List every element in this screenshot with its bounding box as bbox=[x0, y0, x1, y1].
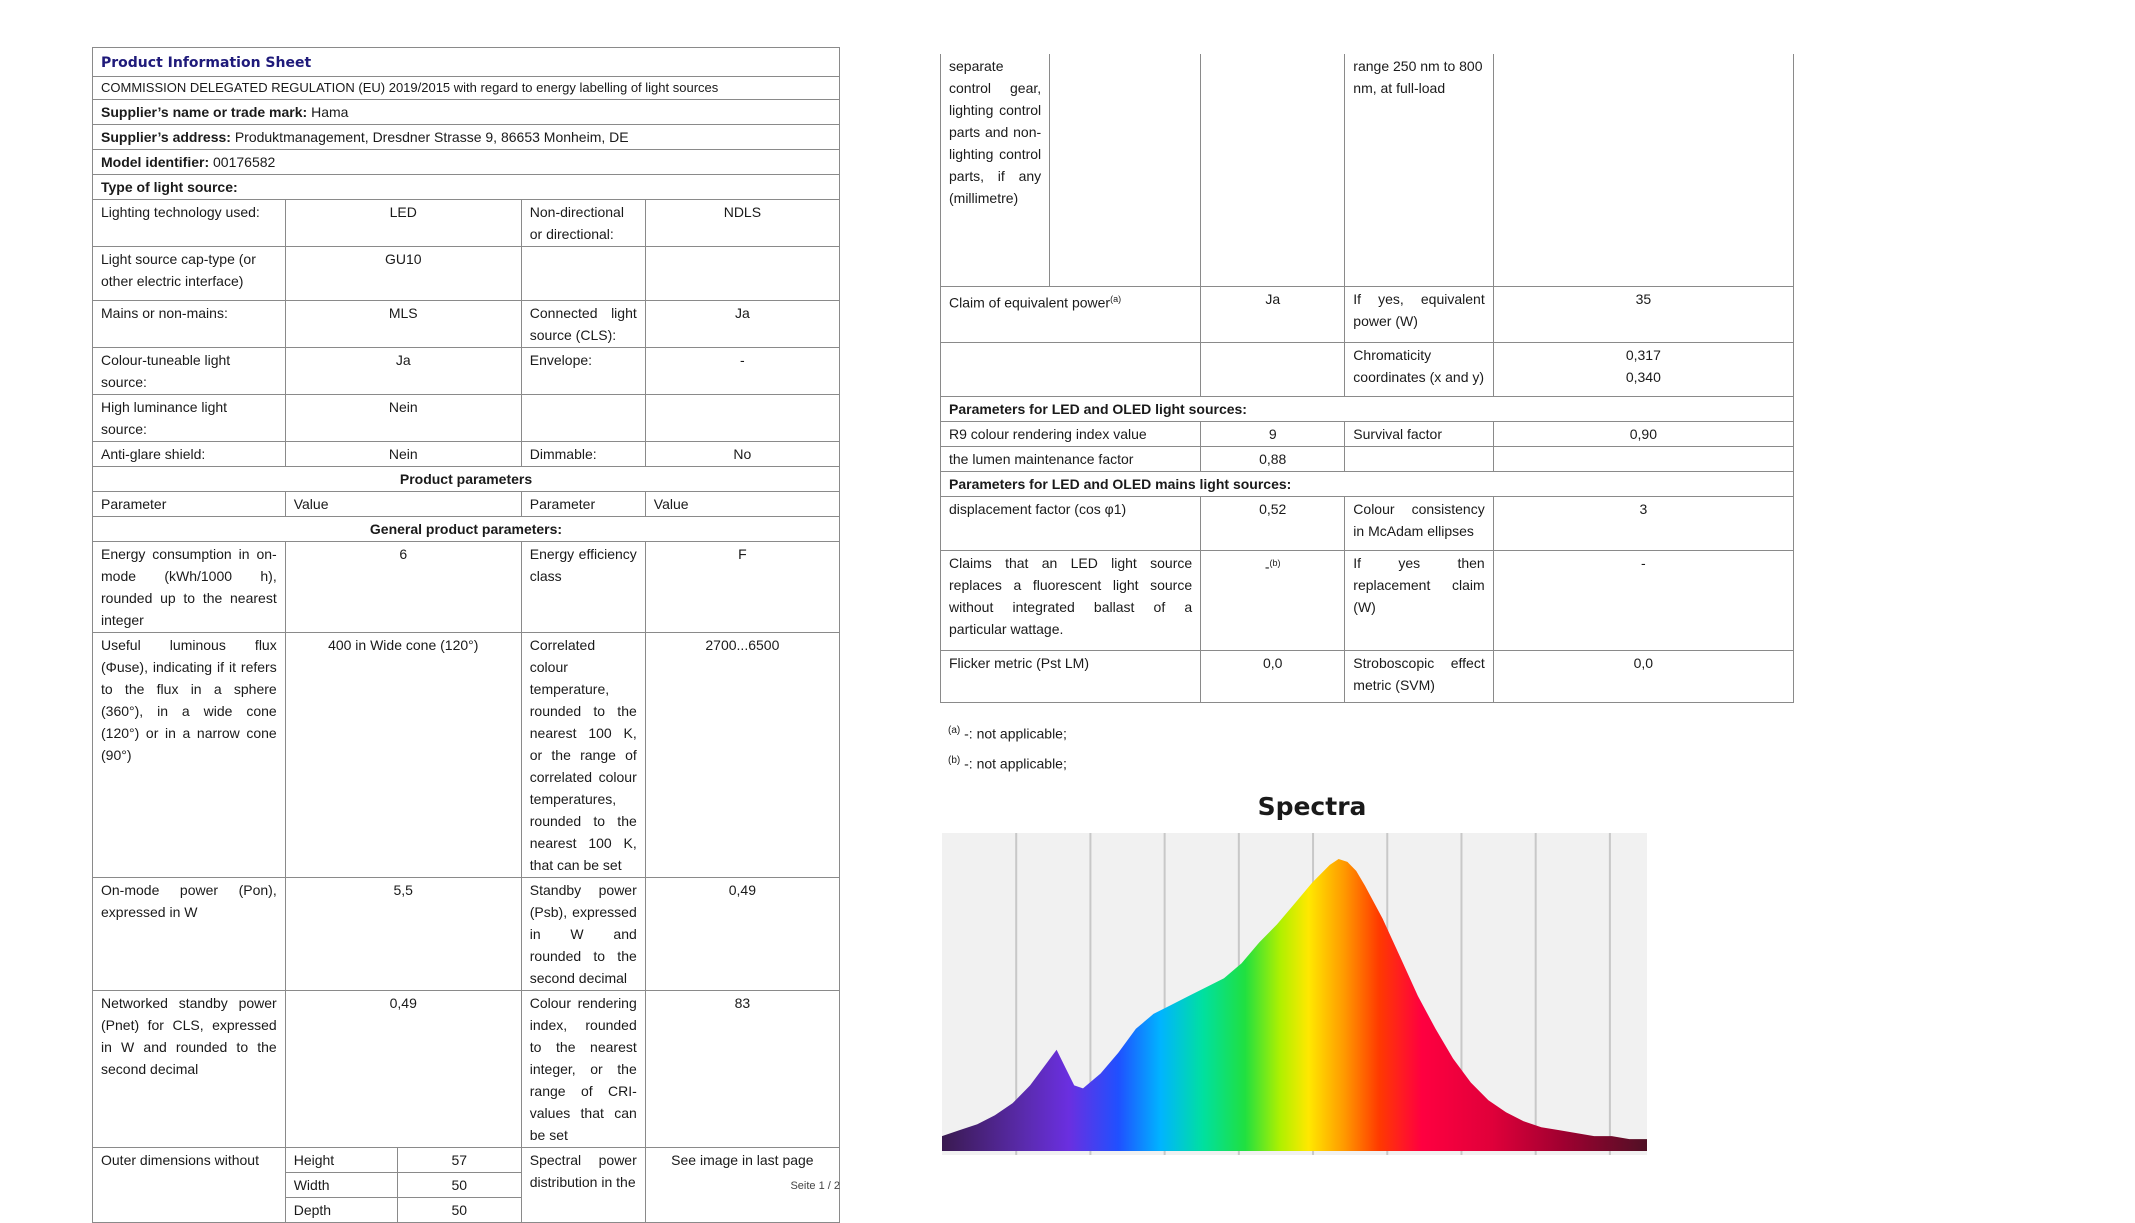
param-cell: On-mode power (Pon), expressed in W bbox=[93, 878, 286, 991]
empty-cell bbox=[1493, 446, 1793, 471]
mains-parameters-header: Parameters for LED and OLED mains light sources: bbox=[941, 471, 1794, 496]
value-cell: NDLS bbox=[645, 200, 839, 247]
value-cell bbox=[645, 395, 839, 442]
flicker-label: Flicker metric (Pst LM) bbox=[941, 650, 1201, 702]
supplier-name-row bbox=[93, 100, 840, 125]
param-cell bbox=[521, 395, 645, 442]
dimension-label: Width bbox=[285, 1173, 397, 1198]
spectral-label: Spectral power distribution in the bbox=[521, 1148, 645, 1223]
empty-cell bbox=[1050, 54, 1201, 286]
value-cell: LED bbox=[285, 200, 521, 247]
parameter-col-header: Parameter bbox=[93, 492, 286, 517]
param-cell: Lighting technology used: bbox=[93, 200, 286, 247]
supplier-name-label: Supplier’s name or trade mark: bbox=[101, 104, 308, 120]
footnote-b-mark: (b) bbox=[948, 755, 961, 767]
value-cell: Ja bbox=[645, 301, 839, 348]
chart-title: Spectra bbox=[1257, 792, 1367, 821]
footnote-a-text: -: not applicable; bbox=[964, 725, 1067, 742]
lumen-maintenance-label: the lumen maintenance factor bbox=[941, 446, 1201, 471]
value-cell: MLS bbox=[285, 301, 521, 348]
colour-consistency-label: Colour consistency in McAdam ellipses bbox=[1345, 496, 1493, 550]
r9-value: 9 bbox=[1201, 421, 1345, 446]
equivalent-power-label bbox=[941, 286, 1201, 342]
value-cell: Ja bbox=[285, 348, 521, 395]
spectral-value: See image in last page bbox=[645, 1148, 839, 1223]
param-cell: Light source cap-type (or other electric interface) bbox=[93, 247, 286, 301]
empty-cell bbox=[1201, 54, 1345, 286]
colour-consistency-value: 3 bbox=[1493, 496, 1793, 550]
survival-label: Survival factor bbox=[1345, 421, 1493, 446]
param-cell: Energy consumption in on-mode (kWh/1000 h), rounded up to the nearest integer bbox=[93, 542, 286, 633]
dimension-value: 57 bbox=[397, 1148, 521, 1173]
equivalent-if-label: If yes, equivalent power (W) bbox=[1345, 286, 1493, 342]
page-two-table bbox=[940, 54, 1794, 703]
value-cell: - bbox=[645, 348, 839, 395]
chromaticity-label: Chromaticity coordinates (x and y) bbox=[1345, 342, 1493, 396]
value-cell: Nein bbox=[285, 442, 521, 467]
param-cell: Colour-tuneable light source: bbox=[93, 348, 286, 395]
r9-label: R9 colour rendering index value bbox=[941, 421, 1201, 446]
dimension-label: Height bbox=[285, 1148, 397, 1173]
regulation-text: COMMISSION DELEGATED REGULATION (EU) 2019/2015 with regard to energy labelling of light sources bbox=[93, 77, 840, 100]
value-cell: No bbox=[645, 442, 839, 467]
claims-value: - bbox=[1264, 558, 1270, 575]
lumen-maintenance-value: 0,88 bbox=[1201, 446, 1345, 471]
continuation-right: range 250 nm to 800 nm, at full-load bbox=[1345, 54, 1493, 286]
parameter-col-header: Parameter bbox=[521, 492, 645, 517]
value-cell: 5,5 bbox=[285, 878, 521, 991]
value-cell bbox=[645, 247, 839, 301]
stroboscopic-label: Stroboscopic effect metric (SVM) bbox=[1345, 650, 1493, 702]
footnote-a-ref: (a) bbox=[1110, 293, 1122, 304]
outer-dimensions-label: Outer dimensions without bbox=[93, 1148, 286, 1223]
empty-cell bbox=[941, 342, 1201, 396]
page-two bbox=[940, 54, 1794, 778]
claims-if-label: If yes then replacement claim (W) bbox=[1345, 550, 1493, 650]
equivalent-power-watts: 35 bbox=[1493, 286, 1793, 342]
claims-watts: - bbox=[1493, 550, 1793, 650]
supplier-name-value: Hama bbox=[311, 104, 349, 120]
value-cell: 0,49 bbox=[285, 991, 521, 1148]
param-cell: Connected light source (CLS): bbox=[521, 301, 645, 348]
param-cell: Envelope: bbox=[521, 348, 645, 395]
empty-cell bbox=[1345, 446, 1493, 471]
displacement-value: 0,52 bbox=[1201, 496, 1345, 550]
chromaticity-y: 0,340 bbox=[1625, 368, 1661, 385]
dimension-value: 50 bbox=[397, 1198, 521, 1223]
param-cell: Standby power (Psb), expressed in W and rounded to the second decimal bbox=[521, 878, 645, 991]
product-information-table bbox=[92, 47, 840, 1223]
claims-value-cell bbox=[1201, 550, 1345, 650]
value-cell: Nein bbox=[285, 395, 521, 442]
param-cell: Non-directional or directional: bbox=[521, 200, 645, 247]
value-col-header: Value bbox=[285, 492, 521, 517]
dimension-label: Depth bbox=[285, 1198, 397, 1223]
equivalent-power-text: Claim of equivalent power bbox=[949, 294, 1111, 311]
value-cell: 83 bbox=[645, 991, 839, 1148]
supplier-address-label: Supplier’s address: bbox=[101, 129, 231, 145]
sheet-title: Product Information Sheet bbox=[93, 48, 840, 77]
param-cell: High luminance light source: bbox=[93, 395, 286, 442]
footnote-b-ref: (b) bbox=[1269, 557, 1281, 568]
displacement-label: displacement factor (cos φ1) bbox=[941, 496, 1201, 550]
param-cell: Mains or non-mains: bbox=[93, 301, 286, 348]
chromaticity-x: 0,317 bbox=[1625, 346, 1661, 363]
flicker-value: 0,0 bbox=[1201, 650, 1345, 702]
param-cell: Colour rendering index, rounded to the nearest integer, or the range of CRI-values that can be set bbox=[521, 991, 645, 1148]
spectrum-plot bbox=[942, 833, 1672, 1155]
value-cell: 2700...6500 bbox=[645, 633, 839, 878]
value-cell: 6 bbox=[285, 542, 521, 633]
empty-cell bbox=[1493, 54, 1793, 286]
empty-cell bbox=[1201, 342, 1345, 396]
param-cell: Dimmable: bbox=[521, 442, 645, 467]
type-label: Type of light source: bbox=[93, 175, 840, 200]
footnotes bbox=[940, 717, 1794, 778]
value-cell: F bbox=[645, 542, 839, 633]
led-parameters-header: Parameters for LED and OLED light sources: bbox=[941, 396, 1794, 421]
model-value: 00176582 bbox=[213, 154, 276, 170]
footnote-b bbox=[948, 747, 1794, 778]
survival-value: 0,90 bbox=[1493, 421, 1793, 446]
param-cell: Useful luminous flux (Φuse), indicating if it refers to the flux in a sphere (360°), in a wide cone (120°) or in a narrow cone (90°) bbox=[93, 633, 286, 878]
page-number: Seite 1 / 2 bbox=[790, 1180, 840, 1192]
page-one bbox=[92, 47, 840, 1218]
footnote-b-text: -: not applicable; bbox=[964, 755, 1067, 772]
supplier-address-value: Produktmanagement, Dresdner Strasse 9, 86653 Monheim, DE bbox=[234, 129, 629, 145]
spectra-chart bbox=[942, 790, 1682, 1160]
model-label: Model identifier: bbox=[101, 154, 210, 170]
value-cell: GU10 bbox=[285, 247, 521, 301]
param-cell: Energy efficiency class bbox=[521, 542, 645, 633]
stroboscopic-value: 0,0 bbox=[1493, 650, 1793, 702]
value-cell: 400 in Wide cone (120°) bbox=[285, 633, 521, 878]
continuation-left: separate control gear, lighting control parts and non-lighting control parts, if any (millimetre) bbox=[941, 54, 1050, 286]
value-cell: 0,49 bbox=[645, 878, 839, 991]
dimension-value: 50 bbox=[397, 1173, 521, 1198]
footnote-a bbox=[948, 717, 1794, 748]
param-cell bbox=[521, 247, 645, 301]
claims-label: Claims that an LED light source replaces a fluorescent light source without integrated ballast of a particular wattage. bbox=[941, 550, 1201, 650]
footnote-a-mark: (a) bbox=[948, 724, 961, 736]
param-cell: Networked standby power (Pnet) for CLS, expressed in W and rounded to the second decimal bbox=[93, 991, 286, 1148]
equivalent-power-value: Ja bbox=[1201, 286, 1345, 342]
general-parameters-header: General product parameters: bbox=[93, 517, 840, 542]
product-parameters-header: Product parameters bbox=[93, 467, 840, 492]
param-cell: Anti-glare shield: bbox=[93, 442, 286, 467]
model-row bbox=[93, 150, 840, 175]
param-cell: Correlated colour temperature, rounded to the nearest 100 K, or the range of correlated colour temperatures, rounded to the nearest 100 K, that can be set bbox=[521, 633, 645, 878]
supplier-address-row bbox=[93, 125, 840, 150]
value-col-header: Value bbox=[645, 492, 839, 517]
chromaticity-values bbox=[1493, 342, 1793, 396]
